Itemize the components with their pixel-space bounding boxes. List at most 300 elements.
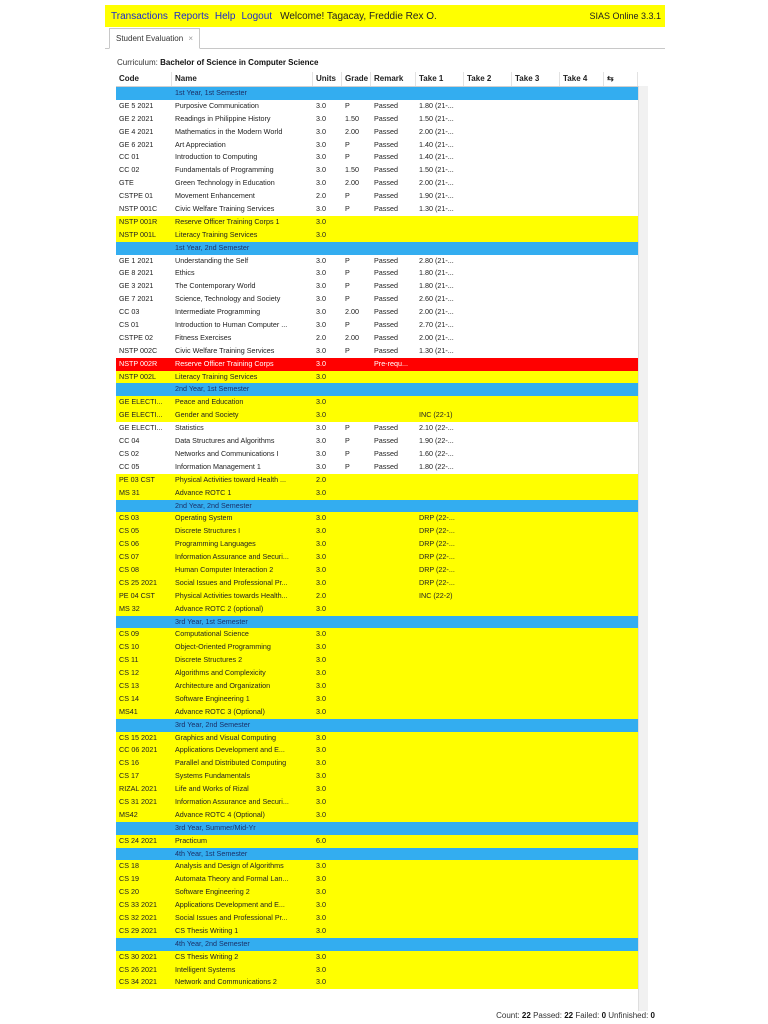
cell-take1 — [416, 951, 464, 964]
cell-take4 — [560, 732, 604, 745]
cell-take4 — [560, 383, 604, 396]
cell-name: Computational Science — [175, 629, 249, 639]
cell-remark — [371, 577, 416, 590]
cell-take2 — [464, 848, 512, 861]
table-row[interactable] — [116, 564, 638, 577]
table-row[interactable] — [116, 151, 638, 164]
cell-name: Advance ROTC 2 (optional) — [175, 603, 264, 613]
table-row[interactable] — [116, 590, 638, 603]
tab-student-evaluation[interactable] — [109, 28, 200, 49]
menu-logout[interactable]: Logout — [241, 10, 273, 22]
cell-take1 — [416, 835, 464, 848]
table-row[interactable] — [116, 229, 638, 242]
cell-name: Networks and Communications I — [175, 448, 279, 458]
cell-name: Introduction to Human Computer ... — [175, 320, 288, 330]
cell-code: CS 09 — [119, 629, 139, 639]
cell-remark — [371, 616, 416, 629]
cell-take3 — [512, 744, 560, 757]
cell-grade: P — [345, 191, 350, 201]
table-row[interactable] — [116, 409, 638, 422]
failed-label: Failed: — [575, 1011, 600, 1020]
cell-code: NSTP 002R — [119, 358, 158, 368]
cell-units: 3.0 — [316, 796, 326, 806]
cell-take2 — [464, 435, 512, 448]
cell-units: 3.0 — [316, 139, 326, 149]
column-header-code[interactable]: Code — [116, 72, 172, 86]
cell-remark — [371, 925, 416, 938]
cell-units — [313, 242, 342, 255]
cell-name: Advance ROTC 4 (Optional) — [175, 809, 265, 819]
cell-units: 3.0 — [316, 951, 326, 961]
cell-spacer — [604, 564, 638, 577]
table-row[interactable] — [116, 770, 638, 783]
table-row[interactable] — [116, 732, 638, 745]
cell-units: 3.0 — [316, 165, 326, 175]
cell-name: Reserve Officer Training Corps — [175, 358, 274, 368]
cell-take2 — [464, 396, 512, 409]
column-header-units[interactable]: Units — [313, 72, 342, 86]
cell-grade — [342, 500, 371, 513]
table-row[interactable] — [116, 667, 638, 680]
cell-remark — [371, 641, 416, 654]
cell-take1: 2.00 (21-... — [419, 307, 454, 317]
column-chooser-icon[interactable]: ⇆ — [604, 72, 638, 86]
cell-name: Civic Welfare Training Services — [175, 204, 275, 214]
cell-name: Movement Enhancement — [175, 191, 255, 201]
cell-take3 — [512, 448, 560, 461]
cell-spacer — [604, 242, 638, 255]
cell-take2 — [464, 487, 512, 500]
cell-grade — [342, 87, 371, 100]
table-row[interactable] — [116, 706, 638, 719]
cell-name: Social Issues and Professional Pr... — [175, 913, 288, 922]
cell-take3 — [512, 706, 560, 719]
column-header-take2[interactable]: Take 2 — [464, 72, 512, 86]
cell-take4 — [560, 358, 604, 371]
cell-remark — [371, 409, 416, 422]
cell-remark — [371, 951, 416, 964]
cell-grade: P — [345, 281, 350, 291]
cell-take2 — [464, 886, 512, 899]
table-row[interactable] — [116, 603, 638, 616]
cell-name: Human Computer Interaction 2 — [175, 564, 274, 574]
cell-spacer — [604, 628, 638, 641]
cell-take3 — [512, 938, 560, 951]
cell-spacer — [604, 487, 638, 500]
table-row[interactable] — [116, 899, 638, 912]
cell-take2 — [464, 912, 512, 925]
cell-take3 — [512, 345, 560, 358]
semester-header-row[interactable] — [116, 719, 638, 732]
cell-code: CS 13 — [119, 680, 139, 690]
cell-code: CS 14 — [119, 693, 139, 703]
table-scrollbar[interactable] — [638, 86, 648, 1011]
table-row[interactable] — [116, 964, 638, 977]
cell-name: Reserve Officer Training Corps 1 — [175, 216, 280, 226]
cell-take1 — [416, 680, 464, 693]
cell-grade — [342, 628, 371, 641]
table-row[interactable] — [116, 873, 638, 886]
cell-name: Ethics — [175, 268, 195, 278]
cell-units: 3.0 — [316, 410, 326, 420]
cell-take1: 2.00 (21-... — [419, 178, 454, 188]
table-row[interactable] — [116, 860, 638, 873]
column-header-take4[interactable]: Take 4 — [560, 72, 604, 86]
semester-header-row[interactable] — [116, 848, 638, 861]
column-header-take3[interactable]: Take 3 — [512, 72, 560, 86]
cell-take4 — [560, 487, 604, 500]
cell-take4 — [560, 512, 604, 525]
cell-spacer — [604, 500, 638, 513]
cell-remark — [371, 873, 416, 886]
cell-spacer — [604, 654, 638, 667]
cell-take1: DRP (22-... — [419, 526, 455, 536]
cell-remark — [371, 487, 416, 500]
cell-take4 — [560, 925, 604, 938]
cell-code: NSTP 002C — [119, 345, 158, 355]
cell-take1: 2.70 (21-... — [419, 320, 454, 330]
table-row[interactable] — [116, 306, 638, 319]
cell-spacer — [604, 796, 638, 809]
column-header-remark[interactable]: Remark — [371, 72, 416, 86]
cell-take4 — [560, 525, 604, 538]
table-row[interactable] — [116, 628, 638, 641]
table-row[interactable] — [116, 255, 638, 268]
table-row[interactable] — [116, 448, 638, 461]
cell-code: GE ELECTI... — [119, 410, 163, 420]
cell-code: RIZAL 2021 — [119, 784, 158, 794]
cell-units: 2.0 — [316, 191, 326, 201]
table-row[interactable] — [116, 293, 638, 306]
table-row[interactable] — [116, 371, 638, 384]
semester-header-row[interactable] — [116, 242, 638, 255]
table-row[interactable] — [116, 396, 638, 409]
semester-header-row[interactable] — [116, 87, 638, 100]
cell-take3 — [512, 332, 560, 345]
cell-units: 3.0 — [316, 758, 326, 768]
table-row[interactable] — [116, 693, 638, 706]
table-row[interactable] — [116, 332, 638, 345]
column-header-name[interactable]: Name — [172, 72, 313, 86]
cell-spacer — [604, 113, 638, 126]
cell-units: 3.0 — [316, 964, 326, 974]
cell-take4 — [560, 603, 604, 616]
menu-help[interactable]: Help — [214, 10, 236, 22]
curriculum-label: Curriculum: — [117, 58, 158, 67]
cell-take4 — [560, 616, 604, 629]
cell-units: 3.0 — [316, 655, 326, 665]
cell-name: Fundamentals of Programming — [175, 165, 274, 175]
failed-value: 0 — [601, 1011, 607, 1020]
cell-grade — [342, 951, 371, 964]
cell-units: 3.0 — [316, 461, 326, 471]
cell-take2 — [464, 732, 512, 745]
cell-remark — [371, 886, 416, 899]
cell-take3 — [512, 809, 560, 822]
cell-spacer — [604, 848, 638, 861]
cell-grade: 2.00 — [345, 178, 359, 188]
cell-name: Purposive Communication — [175, 100, 259, 110]
cell-name: Gender and Society — [175, 410, 239, 420]
cell-code: CC 03 — [119, 307, 140, 317]
cell-spacer — [604, 306, 638, 319]
cell-units: 3.0 — [316, 397, 326, 407]
cell-take1 — [416, 860, 464, 873]
cell-remark — [371, 371, 416, 384]
cell-grade: P — [345, 255, 350, 265]
cell-spacer — [604, 938, 638, 951]
cell-take4 — [560, 551, 604, 564]
cell-take3 — [512, 860, 560, 873]
cell-remark: Passed — [374, 191, 398, 201]
cell-spacer — [604, 667, 638, 680]
column-header-take1[interactable]: Take 1 — [416, 72, 464, 86]
cell-name: Intelligent Systems — [175, 964, 236, 974]
cell-grade: P — [345, 423, 350, 433]
cell-grade — [342, 770, 371, 783]
cell-name: Information Assurance and Securi... — [175, 796, 289, 806]
table-row[interactable] — [116, 139, 638, 152]
semester-header-row[interactable] — [116, 383, 638, 396]
cell-take2 — [464, 538, 512, 551]
table-row[interactable] — [116, 641, 638, 654]
cell-name: 2nd Year, 1st Semester — [175, 384, 250, 394]
table-row[interactable] — [116, 512, 638, 525]
table-row[interactable] — [116, 345, 638, 358]
cell-take1 — [416, 899, 464, 912]
table-row[interactable] — [116, 190, 638, 203]
table-row[interactable] — [116, 280, 638, 293]
cell-name: Architecture and Organization — [175, 680, 271, 690]
cell-grade — [342, 783, 371, 796]
cell-take2 — [464, 409, 512, 422]
cell-take4 — [560, 422, 604, 435]
cell-take4 — [560, 835, 604, 848]
table-row[interactable] — [116, 126, 638, 139]
semester-header-row[interactable] — [116, 938, 638, 951]
cell-code: CS 20 — [119, 887, 139, 897]
cell-take4 — [560, 744, 604, 757]
table-row[interactable] — [116, 912, 638, 925]
cell-spacer — [604, 332, 638, 345]
cell-take1: INC (22-2) — [419, 590, 453, 600]
cell-take3 — [512, 203, 560, 216]
table-row[interactable] — [116, 113, 638, 126]
cell-take3 — [512, 770, 560, 783]
cell-take2 — [464, 860, 512, 873]
cell-take1: 2.80 (21-... — [419, 255, 454, 265]
cell-code: CS 19 — [119, 874, 139, 884]
cell-remark: Passed — [374, 307, 398, 317]
cell-code: CS 15 2021 — [119, 732, 157, 742]
cell-take2 — [464, 706, 512, 719]
table-row[interactable] — [116, 177, 638, 190]
cell-name: Discrete Structures 2 — [175, 655, 243, 665]
table-row[interactable] — [116, 267, 638, 280]
cell-spacer — [604, 461, 638, 474]
cell-units: 3.0 — [316, 539, 326, 549]
cell-units — [313, 383, 342, 396]
cell-remark — [371, 383, 416, 396]
table-row[interactable] — [116, 680, 638, 693]
table-header — [116, 72, 638, 87]
cell-take4 — [560, 319, 604, 332]
cell-take4 — [560, 796, 604, 809]
cell-name: 4th Year, 1st Semester — [175, 848, 248, 858]
cell-grade — [342, 938, 371, 951]
cell-name: Software Engineering 2 — [175, 887, 250, 897]
cell-spacer — [604, 474, 638, 487]
cell-remark — [371, 848, 416, 861]
table-row[interactable] — [116, 577, 638, 590]
cell-name: Software Engineering 1 — [175, 693, 250, 703]
cell-take4 — [560, 641, 604, 654]
cell-take1 — [416, 383, 464, 396]
cell-code — [116, 719, 172, 732]
cell-take3 — [512, 848, 560, 861]
cell-spacer — [604, 912, 638, 925]
cell-name: Operating System — [175, 513, 233, 523]
cell-grade: P — [345, 204, 350, 214]
curriculum-line — [117, 58, 318, 67]
cell-name: 1st Year, 1st Semester — [175, 88, 247, 97]
cell-take2 — [464, 976, 512, 989]
cell-take1: 1.50 (21-... — [419, 113, 454, 123]
menu-reports[interactable]: Reports — [173, 10, 209, 22]
cell-remark: Passed — [374, 255, 398, 265]
cell-remark — [371, 706, 416, 719]
table-row[interactable] — [116, 835, 638, 848]
table-row[interactable] — [116, 358, 638, 371]
cell-remark — [371, 396, 416, 409]
table-row[interactable] — [116, 925, 638, 938]
cell-take4 — [560, 976, 604, 989]
cell-name: Advance ROTC 1 — [175, 487, 232, 497]
cell-take4 — [560, 912, 604, 925]
table-row[interactable] — [116, 783, 638, 796]
table-row[interactable] — [116, 487, 638, 500]
cell-units: 3.0 — [316, 204, 326, 214]
cell-take2 — [464, 783, 512, 796]
cell-code: CS 16 — [119, 758, 139, 768]
cell-remark: Passed — [374, 281, 398, 291]
cell-take1 — [416, 938, 464, 951]
cell-grade — [342, 757, 371, 770]
cell-name: 2nd Year, 2nd Semester — [175, 500, 252, 510]
cell-spacer — [604, 126, 638, 139]
table-row[interactable] — [116, 538, 638, 551]
cell-units — [313, 938, 342, 951]
table-row[interactable] — [116, 474, 638, 487]
cell-take2 — [464, 616, 512, 629]
cell-take2 — [464, 139, 512, 152]
column-header-grade[interactable]: Grade — [342, 72, 371, 86]
cell-units: 3.0 — [316, 178, 326, 188]
cell-take3 — [512, 409, 560, 422]
cell-code: PE 04 CST — [119, 590, 155, 600]
table-row[interactable] — [116, 100, 638, 113]
cell-take3 — [512, 190, 560, 203]
cell-units: 3.0 — [316, 603, 326, 613]
table-row[interactable] — [116, 435, 638, 448]
table-row[interactable] — [116, 744, 638, 757]
cell-code: MS 32 — [119, 603, 140, 613]
cell-take1: INC (22-1) — [419, 410, 453, 420]
cell-take2 — [464, 899, 512, 912]
cell-name: 4th Year, 2nd Semester — [175, 938, 250, 948]
table-row[interactable] — [116, 809, 638, 822]
cell-take3 — [512, 255, 560, 268]
table-row[interactable] — [116, 976, 638, 989]
table-row[interactable] — [116, 951, 638, 964]
table-row[interactable] — [116, 203, 638, 216]
semester-header-row[interactable] — [116, 500, 638, 513]
cell-spacer — [604, 680, 638, 693]
table-row[interactable] — [116, 422, 638, 435]
cell-spacer — [604, 448, 638, 461]
table-row[interactable] — [116, 525, 638, 538]
welcome-text: Welcome! Tagacay, Freddie Rex O. — [280, 10, 437, 22]
cell-spacer — [604, 873, 638, 886]
menu-bar — [105, 5, 665, 27]
cell-spacer — [604, 512, 638, 525]
table-row[interactable] — [116, 757, 638, 770]
cell-units: 2.0 — [316, 332, 326, 342]
semester-header-row[interactable] — [116, 616, 638, 629]
cell-spacer — [604, 744, 638, 757]
cell-take1 — [416, 964, 464, 977]
cell-take4 — [560, 873, 604, 886]
close-icon[interactable]: × — [188, 34, 194, 43]
cell-remark — [371, 680, 416, 693]
cell-take4 — [560, 396, 604, 409]
cell-name: Readings in Philippine History — [175, 113, 271, 123]
cell-remark: Passed — [374, 423, 398, 433]
table-row[interactable] — [116, 796, 638, 809]
cell-take1 — [416, 796, 464, 809]
cell-name: Physical Activities toward Health ... — [175, 474, 287, 484]
cell-code: GE 4 2021 — [119, 126, 154, 136]
cell-code: CS 03 — [119, 513, 139, 523]
cell-take3 — [512, 164, 560, 177]
cell-take3 — [512, 474, 560, 487]
table-row[interactable] — [116, 319, 638, 332]
cell-take4 — [560, 719, 604, 732]
cell-spacer — [604, 293, 638, 306]
cell-remark — [371, 757, 416, 770]
semester-header-row[interactable] — [116, 822, 638, 835]
tab-bar — [105, 28, 665, 49]
cell-take3 — [512, 732, 560, 745]
cell-remark: Passed — [374, 178, 398, 188]
table-row[interactable] — [116, 886, 638, 899]
cell-take1: 2.60 (21-... — [419, 294, 454, 304]
cell-code: NSTP 002L — [119, 371, 157, 381]
cell-code: CS 07 — [119, 552, 139, 562]
table-row[interactable] — [116, 551, 638, 564]
menu-transactions[interactable]: Transactions — [111, 10, 168, 22]
cell-take4 — [560, 267, 604, 280]
cell-name: Physical Activities towards Health... — [175, 590, 288, 600]
table-row[interactable] — [116, 461, 638, 474]
table-row[interactable] — [116, 654, 638, 667]
table-row[interactable] — [116, 216, 638, 229]
table-row[interactable] — [116, 164, 638, 177]
cell-take4 — [560, 783, 604, 796]
cell-take3 — [512, 899, 560, 912]
cell-take1: 1.80 (21-... — [419, 268, 454, 278]
cell-remark — [371, 603, 416, 616]
